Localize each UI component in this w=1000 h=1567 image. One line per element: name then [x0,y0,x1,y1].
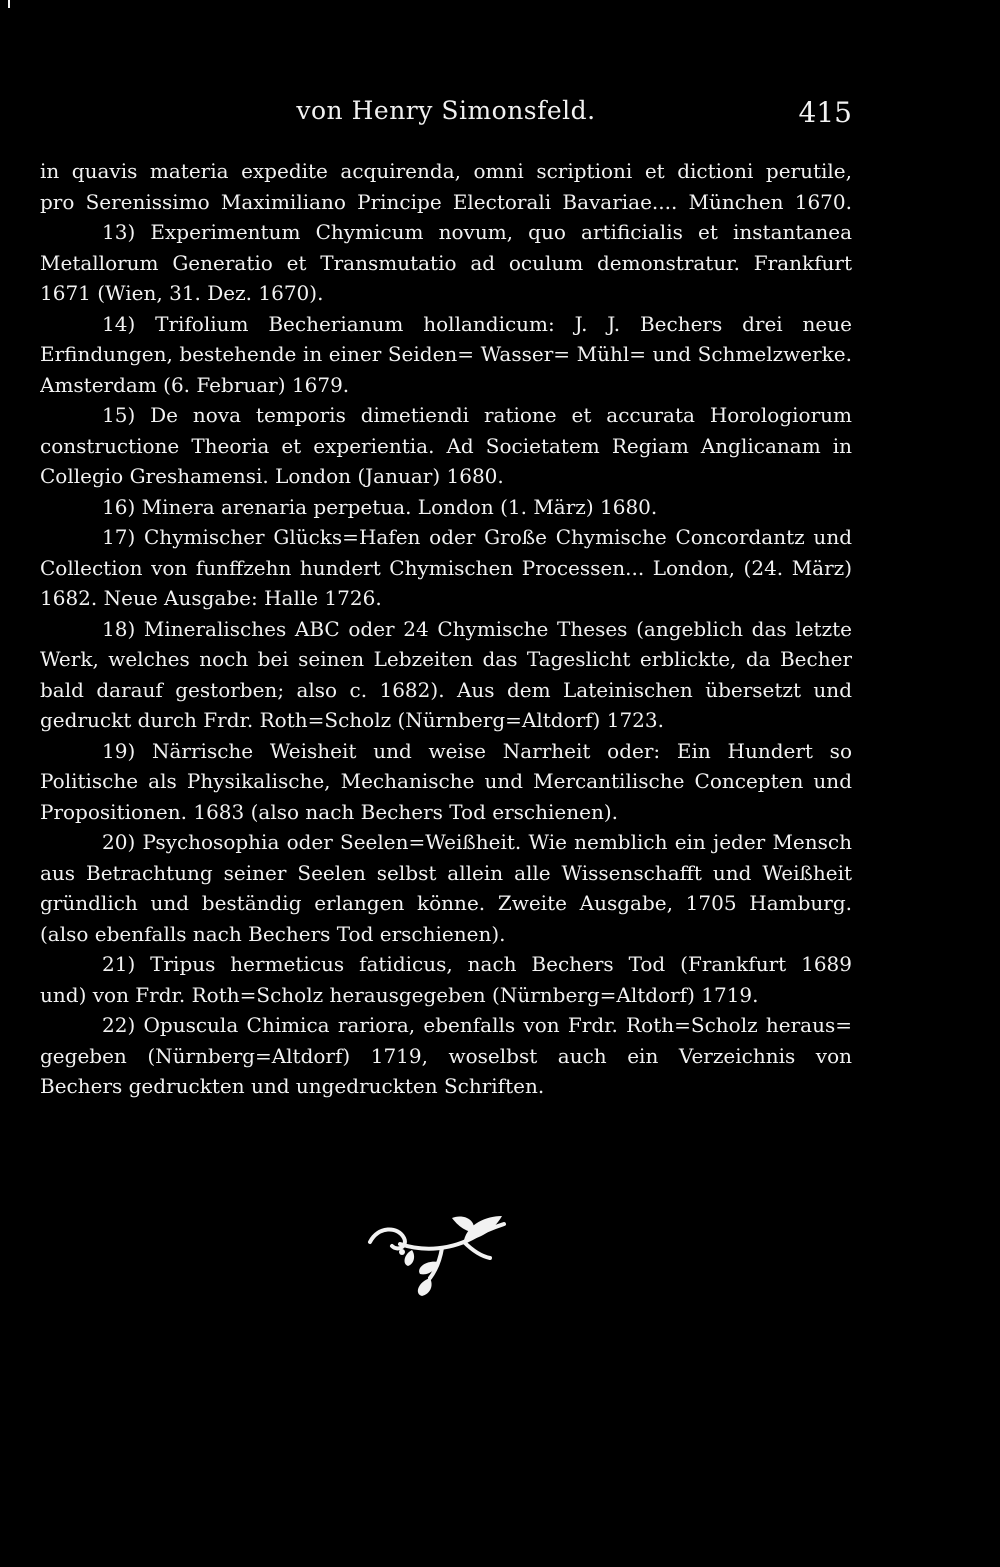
floral-ornament-icon [364,1212,508,1296]
text-line: 17) Chymischer Glücks=Hafen oder Große Chymische Concordantz und [102,525,852,549]
text-line: und) von Frdr. Roth=Scholz herausgegeben (Nürnberg=Altdorf) 1719. [40,982,759,1007]
text-line: gedruckt durch Frdr. Roth=Scholz (Nürnberg=Altdorf) 1723. [40,708,664,732]
text-line: 1682. Neue Ausgabe: Halle 1726. [40,586,382,610]
running-title: von Henry Simonsfeld. [296,96,596,125]
scan-edge-mark [8,0,10,8]
text-line: 18) Mineralisches ABC oder 24 Chymische Theses (angeblich das letzte [102,616,852,641]
text-line: 20) Psychosophia oder Seelen=Weißheit. Wie nemblich ein jeder Mensch [102,830,852,854]
text-line: 1671 (Wien, 31. Dez. 1670). [40,281,324,305]
text-line: gegeben (Nürnberg=Altdorf) 1719, woselbst auch ein Verzeichnis von [40,1043,852,1068]
text-line: Propositionen. 1683 (also nach Bechers Tod erschienen). [40,799,618,824]
text-line: gründlich und beständig erlangen könne. Zweite Ausgabe, 1705 Hamburg. [40,891,852,915]
text-line: 14) Trifolium Becherianum hollandicum: J. J. Bechers drei neue [102,311,852,336]
text-line: 15) De nova temporis dimetiendi ratione et accurata Horologiorum [102,403,852,427]
text-line: 16) Minera arenaria perpetua. London (1. März) 1680. [102,494,658,519]
text-line: bald darauf gestorben; also c. 1682). Aus dem Lateinischen übersetzt und [40,677,852,702]
text-line: 19) Närrische Weisheit und weise Narrheit oder: Ein Hundert so [102,738,852,763]
page-header [40,96,852,136]
bibliography-list [40,156,852,1102]
text-line: Metallorum Generatio et Transmutatio ad oculum demonstratur. Frankfurt [40,250,852,275]
text-line: Amsterdam (6. Februar) 1679. [40,372,350,397]
text-line: constructione Theoria et experientia. Ad Societatem Regiam Anglicanam in [40,433,852,458]
text-line: in quavis materia expedite acquirenda, omni scriptioni et dictioni perutile, [40,159,852,183]
text-line: 13) Experimentum Chymicum novum, quo artificialis et instantanea [102,220,852,244]
text-line: Bechers gedruckten und ungedruckten Schriften. [40,1074,545,1098]
text-line: aus Betrachtung seiner Seelen selbst allein alle Wissenschafft und Weißheit [40,860,852,885]
text-line: Collegio Greshamensi. London (Januar) 1680. [40,464,504,488]
text-line: pro Serenissimo Maximiliano Principe Electorali Bavariae.... München 1670. [40,189,852,214]
text-line: Politische als Physikalische, Mechanische und Mercantilische Concepten und [40,769,852,793]
text-line: Erfindungen, bestehende in einer Seiden= Wasser= Mühl= und Schmelzwerke. [40,342,852,366]
text-line: Werk, welches noch bei seinen Lebzeiten das Tageslicht erblickte, da Becher [40,647,852,671]
text-line: 22) Opuscula Chimica rariora, ebenfalls von Frdr. Roth=Scholz heraus= [102,1013,852,1037]
text-line: Collection von funffzehn hundert Chymischen Processen... London, (24. März) [40,555,852,580]
text-line: (also ebenfalls nach Bechers Tod erschienen). [40,921,506,946]
text-line: 21) Tripus hermeticus fatidicus, nach Bechers Tod (Frankfurt 1689 [102,952,852,976]
page-number: 415 [798,96,852,129]
